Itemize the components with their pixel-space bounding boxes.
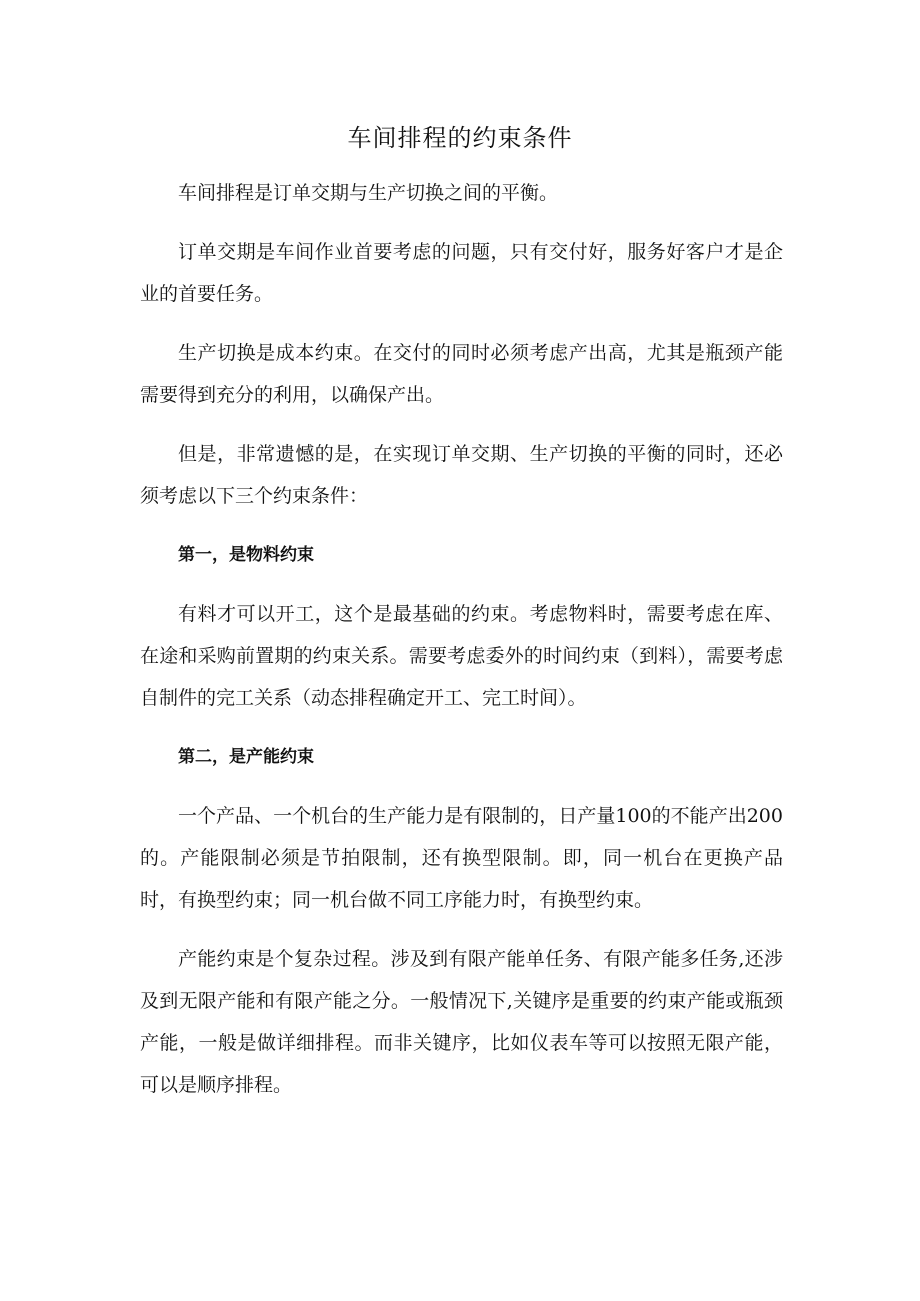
- paragraph-intro: 车间排程是订单交期与生产切换之间的平衡。: [178, 182, 559, 204]
- section-heading-material: 第一，是物料约束: [178, 545, 314, 565]
- paragraph-production-switch: 生产切换是成本约束。在交付的同时必须考虑产出高，尤其是瓶颈产能需要得到充分的利用，以确保产出。: [140, 342, 783, 406]
- paragraph-order-delivery: 订单交期是车间作业首要考虑的问题，只有交付好，服务好客户才是企业的首要任务。: [140, 241, 783, 305]
- document-title: 车间排程的约束条件: [347, 124, 573, 152]
- section-heading-capacity: 第二，是产能约束: [178, 747, 314, 767]
- paragraph-capacity-complexity: 产能约束是个复杂过程。涉及到有限产能单任务、有限产能多任务,还涉及到无限产能和有限产能之分。一般情况下,关键序是重要的约束产能或瓶颈产能，一般是做详细排程。而非关键序，比如仪表车等可以按照无限产能，可以是顺序排程。: [140, 948, 783, 1096]
- document-body: [140, 172, 783, 1123]
- paragraph-material-constraint: 有料才可以开工，这个是最基础的约束。考虑物料时，需要考虑在库、在途和采购前置期的约束关系。需要考虑委外的时间约束（到料），需要考虑自制件的完工关系（动态排程确定开工、完工时间）。: [140, 603, 783, 709]
- paragraph-capacity-limit: 一个产品、一个机台的生产能力是有限制的，日产量100的不能产出200的。产能限制必须是节拍限制，还有换型限制。即，同一机台在更换产品时，有换型约束；同一机台做不同工序能力时，有换型约束。: [140, 805, 783, 911]
- paragraph-three-constraints: 但是，非常遗憾的是，在实现订单交期、生产切换的平衡的同时，还必须考虑以下三个约束条件：: [140, 443, 783, 507]
